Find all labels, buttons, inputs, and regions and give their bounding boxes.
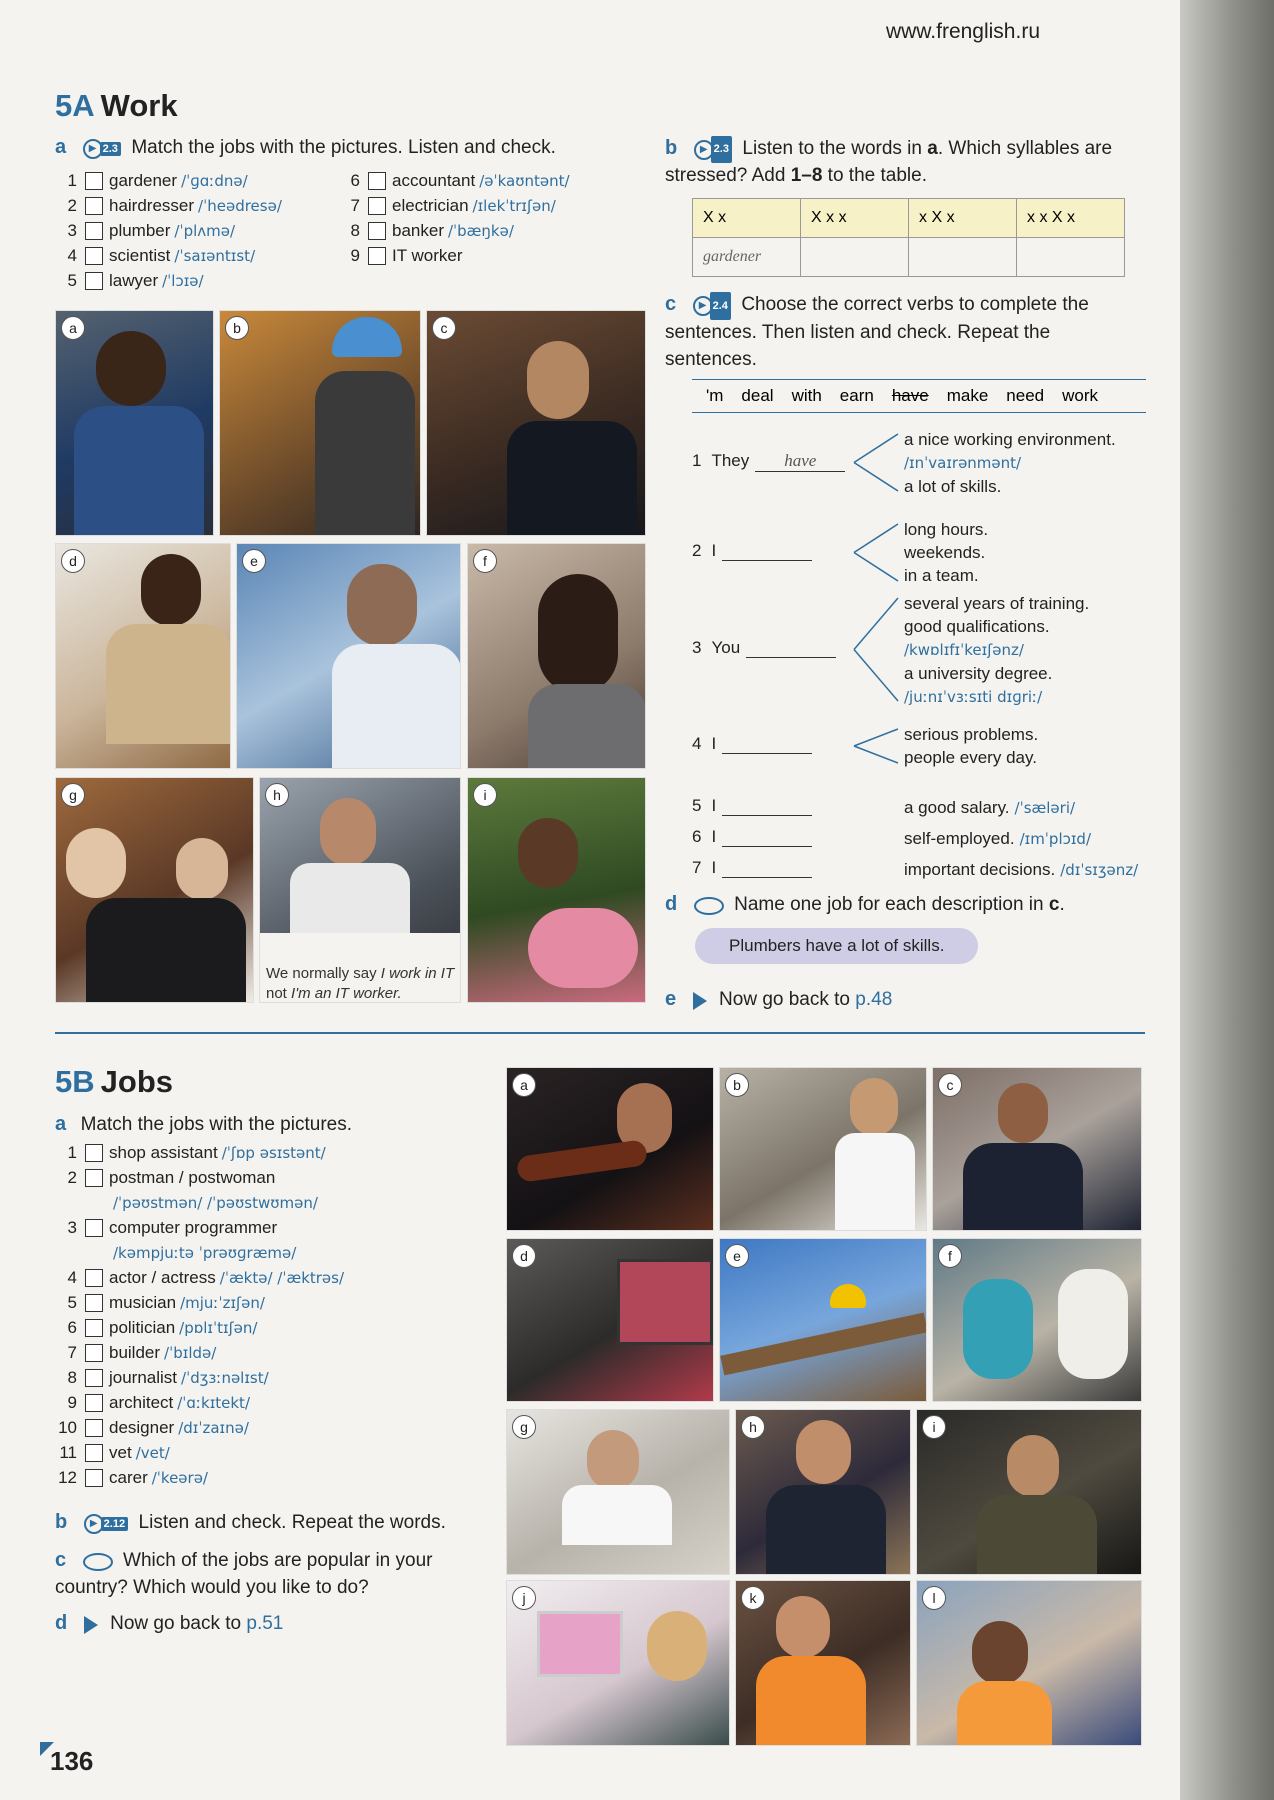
job-list-item xyxy=(55,1190,344,1215)
job-word: accountant xyxy=(392,170,476,190)
table-header: X x xyxy=(693,199,801,238)
job-list-item xyxy=(55,218,282,243)
job-word: lawyer xyxy=(109,270,159,290)
phonetic-transcription: /dɪˈzaɪnə/ xyxy=(178,1418,249,1437)
phonetic-transcription: /dɪˈsɪʒənz/ xyxy=(1060,861,1139,879)
photo-label: i xyxy=(922,1415,946,1439)
answer-blank[interactable] xyxy=(722,828,812,847)
instruction: Which of the jobs are popular in your country? Which would you like to do? xyxy=(55,1550,433,1598)
photo-lawyer xyxy=(426,310,646,536)
answer-checkbox[interactable] xyxy=(85,1319,103,1337)
sentence-number: 5 xyxy=(692,796,702,815)
exercise-letter: d xyxy=(55,1612,68,1634)
photo-label: b xyxy=(225,316,249,340)
job-list-item xyxy=(55,1440,344,1465)
photo-label: e xyxy=(725,1244,749,1268)
photo-label: h xyxy=(741,1415,765,1439)
play-icon: ▶ xyxy=(694,140,714,160)
table-cell[interactable] xyxy=(1017,238,1125,277)
answer-checkbox[interactable] xyxy=(85,1144,103,1162)
photo-label: f xyxy=(938,1244,962,1268)
sentence-stem xyxy=(692,827,812,847)
exercise-5a-e xyxy=(665,988,892,1011)
photo-musician xyxy=(506,1067,714,1231)
exercise-5a-a xyxy=(55,136,645,159)
job-word: hairdresser xyxy=(109,195,195,215)
photo-label: c xyxy=(938,1073,962,1097)
sentence-number: 3 xyxy=(692,637,702,657)
job-word: electrician xyxy=(392,195,469,215)
item-number: 2 xyxy=(67,195,77,215)
item-number: 8 xyxy=(350,220,360,240)
phonetic-transcription: /ˈæktə/ /ˈæktrəs/ xyxy=(219,1268,345,1287)
photo-builder xyxy=(719,1238,927,1402)
sentence-option: /juːnɪˈvɜːsɪti dɪɡriː/ xyxy=(904,688,1043,706)
sentence-options xyxy=(904,518,988,587)
sentence-number: 7 xyxy=(692,858,702,877)
stress-table xyxy=(692,198,1125,277)
branch-lines xyxy=(852,518,902,587)
answer-checkbox[interactable] xyxy=(85,1469,103,1487)
speech-bubble-icon xyxy=(694,897,724,915)
item-number: 9 xyxy=(350,245,360,265)
answer-blank[interactable] xyxy=(722,735,812,754)
track-number: 2.3 xyxy=(711,136,732,163)
exercise-letter: c xyxy=(55,1549,67,1571)
page-link[interactable]: p.48 xyxy=(855,989,893,1010)
item-number: 2 xyxy=(67,1167,77,1187)
sentence-option: people every day. xyxy=(904,748,1037,767)
photo-label: j xyxy=(512,1586,536,1610)
section-5a-heading xyxy=(55,88,178,124)
photo-gardener xyxy=(467,777,646,1003)
instruction: Choose the correct verbs to complete the sentences. Then listen and check. Repeat the sentences. xyxy=(665,294,1089,370)
section-number: 5A xyxy=(55,88,95,123)
sentence-option: /ɪnˈvaɪrənmənt/ xyxy=(904,454,1022,472)
exercise-letter: c xyxy=(665,293,677,315)
sentence-options xyxy=(904,428,1116,498)
exercise-5a-b xyxy=(665,136,1145,189)
answer-checkbox[interactable] xyxy=(85,1269,103,1287)
sentence-options xyxy=(904,723,1038,769)
branch-lines xyxy=(852,592,902,707)
phonetic-transcription: /ˈplʌmə/ xyxy=(174,221,236,240)
job-word: IT worker xyxy=(392,245,463,265)
answer-checkbox[interactable] xyxy=(85,1394,103,1412)
phonetic-transcription: /pɒlɪˈtɪʃən/ xyxy=(179,1318,258,1337)
table-header: x X x xyxy=(909,199,1017,238)
track-number: 2.4 xyxy=(710,292,731,320)
phonetic-transcription: /vet/ xyxy=(135,1443,170,1462)
answer-checkbox[interactable] xyxy=(85,247,103,265)
sentence-option: good qualifications. xyxy=(904,617,1050,636)
photo-vet xyxy=(735,1409,911,1575)
audio-track-badge[interactable] xyxy=(83,139,121,159)
phonetic-transcription: /ˈlɔɪə/ xyxy=(162,271,204,290)
sentence-subject: I xyxy=(711,858,717,877)
exercise-5b-b xyxy=(55,1511,446,1534)
item-number: 8 xyxy=(67,1367,77,1387)
exercise-5b-d xyxy=(55,1612,283,1635)
job-word: gardener xyxy=(109,170,178,190)
answer-blank[interactable] xyxy=(722,542,812,561)
sentence-number: 6 xyxy=(692,827,702,846)
sentence-option: a nice working environment. xyxy=(904,430,1116,449)
job-word: musician xyxy=(109,1292,177,1312)
photo-label: e xyxy=(242,549,266,573)
item-number: 4 xyxy=(67,245,77,265)
answer-checkbox[interactable] xyxy=(85,172,103,190)
answer-checkbox[interactable] xyxy=(85,1219,103,1237)
exercise-5b-c xyxy=(55,1547,495,1602)
sentence-subject: You xyxy=(711,637,741,657)
job-list-item xyxy=(338,218,570,243)
branch-lines xyxy=(852,428,902,497)
job-list-item xyxy=(55,1465,344,1490)
job-list-item xyxy=(338,243,570,268)
sentence-option: a good salary. /ˈsæləri/ xyxy=(904,798,1076,817)
sentence-options xyxy=(904,592,1089,709)
instruction: Match the jobs with the pictures. Listen and check. xyxy=(131,137,556,158)
job-list-item xyxy=(55,1140,344,1165)
sentence-option: several years of training. xyxy=(904,594,1090,613)
play-icon: ▶ xyxy=(693,296,713,316)
page-link[interactable]: p.51 xyxy=(246,1613,284,1634)
arrow-icon xyxy=(84,1616,98,1634)
item-number: 5 xyxy=(67,1292,77,1312)
job-word: designer xyxy=(109,1417,175,1437)
photo-label: k xyxy=(741,1586,765,1610)
photo-shop-assistant xyxy=(916,1580,1142,1746)
exercise-letter: b xyxy=(665,137,678,159)
table-cell[interactable] xyxy=(801,238,909,277)
sentence-option: long hours. xyxy=(904,520,989,539)
section-title: Work xyxy=(100,88,178,123)
sentence-list xyxy=(692,430,1162,879)
answer-checkbox[interactable] xyxy=(85,1444,103,1462)
job-list-item xyxy=(55,1315,344,1340)
phonetic-transcription: /ˈʃɒp əsɪstənt/ xyxy=(221,1143,326,1162)
sentence-stem xyxy=(692,638,836,658)
table-header: X x x xyxy=(801,199,909,238)
photo-designer xyxy=(506,1580,730,1746)
sentence-option: in a team. xyxy=(904,566,979,585)
job-list-item xyxy=(55,1340,344,1365)
photo-label: g xyxy=(512,1415,536,1439)
photo-label: g xyxy=(61,783,85,807)
photo-label: l xyxy=(922,1586,946,1610)
answer-checkbox[interactable] xyxy=(85,1344,103,1362)
sentence-option: /kwɒlɪfɪˈkeɪʃənz/ xyxy=(904,641,1024,659)
photo-architect xyxy=(506,1409,730,1575)
answer-checkbox[interactable] xyxy=(85,1419,103,1437)
sentence-option: self-employed. /ɪmˈplɔɪd/ xyxy=(904,829,1092,848)
item-number: 3 xyxy=(67,220,77,240)
table-cell[interactable]: gardener xyxy=(693,238,801,277)
photo-label: h xyxy=(265,783,289,807)
answer-checkbox[interactable] xyxy=(368,197,386,215)
sentence-option: important decisions. /dɪˈsɪʒənz/ xyxy=(904,860,1139,879)
verb-option: deal xyxy=(741,386,774,405)
photo-banker xyxy=(55,777,254,1003)
answer-blank[interactable] xyxy=(722,859,812,878)
verb-option: earn xyxy=(839,386,874,405)
example-speech-bubble: Plumbers have a lot of skills. xyxy=(695,928,978,964)
item-number: 7 xyxy=(350,195,360,215)
instruction: Now go back to xyxy=(110,1613,247,1634)
job-list-item xyxy=(55,1365,344,1390)
item-number: 4 xyxy=(67,1267,77,1287)
job-list-item xyxy=(55,168,282,193)
answer-checkbox[interactable] xyxy=(85,197,103,215)
photo-label: a xyxy=(512,1073,536,1097)
photo-label: b xyxy=(725,1073,749,1097)
photo-politician xyxy=(932,1067,1142,1231)
audio-track-badge[interactable] xyxy=(693,292,731,320)
exercise-5a-d xyxy=(665,893,1065,916)
phonetic-transcription: /ɪlekˈtrɪʃən/ xyxy=(472,196,556,215)
item-number: 1 xyxy=(67,170,77,190)
item-number: 1 xyxy=(67,1142,77,1162)
instruction: Listen and check. Repeat the words. xyxy=(138,1512,446,1533)
photo-label: f xyxy=(473,549,497,573)
phonetic-transcription: /ˈɑːkɪtekt/ xyxy=(177,1393,250,1412)
answer-blank[interactable] xyxy=(722,797,812,816)
sentence-options xyxy=(904,827,1091,851)
job-list-item xyxy=(55,193,282,218)
photo-label: d xyxy=(61,549,85,573)
phonetic-transcription: /ˈsaɪəntɪst/ xyxy=(174,246,256,265)
phonetic-transcription: /kəmpjuːtə ˈprəʊɡræmə/ xyxy=(113,1243,297,1262)
play-icon: ▶ xyxy=(84,1514,104,1534)
verb-option: need xyxy=(1006,386,1045,405)
job-word: journalist xyxy=(109,1367,178,1387)
photo-hairdresser xyxy=(467,543,646,769)
item-number: 10 xyxy=(58,1417,77,1437)
answer-checkbox[interactable] xyxy=(85,222,103,240)
item-number: 5 xyxy=(67,270,77,290)
answer-checkbox[interactable] xyxy=(368,172,386,190)
sentence-options xyxy=(904,796,1075,820)
photo-accountant xyxy=(55,543,231,769)
sentence-option: a lot of skills. xyxy=(904,477,1002,496)
job-word: plumber xyxy=(109,220,171,240)
play-icon: ▶ xyxy=(83,139,103,159)
photo-postman xyxy=(735,1580,911,1746)
job-list-item xyxy=(55,243,282,268)
job-word: builder xyxy=(109,1342,161,1362)
phonetic-transcription: /ˈsæləri/ xyxy=(1014,799,1076,817)
job-word: computer programmer xyxy=(109,1217,278,1237)
answer-checkbox[interactable] xyxy=(85,1169,103,1187)
job-list-item xyxy=(55,1240,344,1265)
item-number: 11 xyxy=(59,1442,77,1462)
job-word: actor / actress xyxy=(109,1267,216,1287)
photo-plumber xyxy=(55,310,214,536)
job-word: carer xyxy=(109,1467,148,1487)
job-word: shop assistant xyxy=(109,1142,218,1162)
phonetic-transcription: /ˈbɪldə/ xyxy=(164,1343,217,1362)
photo-carer xyxy=(719,1067,927,1231)
phonetic-transcription: /ˈdʒɜːnəlɪst/ xyxy=(181,1368,269,1387)
phonetic-transcription: /ˈheədresə/ xyxy=(198,196,282,215)
answer-checkbox[interactable] xyxy=(85,1369,103,1387)
photo-programmer xyxy=(506,1238,714,1402)
section-title: Jobs xyxy=(100,1064,173,1099)
arrow-icon xyxy=(693,992,707,1010)
phonetic-transcription: /mjuːˈzɪʃən/ xyxy=(180,1293,265,1312)
sentence-stem xyxy=(692,796,812,816)
item-number: 7 xyxy=(67,1342,77,1362)
sentence-number: 4 xyxy=(692,734,702,753)
photo-electrician xyxy=(219,310,421,536)
job-list-item xyxy=(338,193,570,218)
phonetic-transcription: /ˈbæŋkə/ xyxy=(447,221,514,240)
sentence-number: 2 xyxy=(692,540,702,560)
item-number: 3 xyxy=(67,1217,77,1237)
verb-word-box xyxy=(692,379,1146,413)
job-word: architect xyxy=(109,1392,174,1412)
sentence-subject: They xyxy=(711,450,750,470)
branch-lines xyxy=(852,723,902,769)
exercise-letter: e xyxy=(665,988,677,1010)
verb-option: work xyxy=(1062,386,1099,405)
photo-actor xyxy=(916,1409,1142,1575)
sentence-stem xyxy=(692,541,812,561)
phonetic-transcription: /ˈkeərə/ xyxy=(151,1468,208,1487)
exercise-5a-c xyxy=(665,291,1145,374)
instruction: Match the jobs with the pictures. xyxy=(80,1114,352,1135)
answer-blank[interactable] xyxy=(746,639,836,658)
sentence-subject: I xyxy=(711,540,717,560)
verb-option: make xyxy=(946,386,989,405)
photo-label: i xyxy=(473,783,497,807)
phonetic-transcription: /ˈpəʊstmən/ /ˈpəʊstwʊmən/ xyxy=(113,1193,318,1212)
item-number: 6 xyxy=(67,1317,77,1337)
job-word: banker xyxy=(392,220,444,240)
exercise-letter: b xyxy=(55,1511,68,1533)
instruction: Now go back to xyxy=(719,989,856,1010)
table-header: x x X x xyxy=(1017,199,1125,238)
job-word: vet xyxy=(109,1442,132,1462)
sentence-subject: I xyxy=(711,734,717,753)
section-number: 5B xyxy=(55,1064,95,1099)
phonetic-transcription: /əˈkaʊntənt/ xyxy=(479,171,570,190)
photo-journalist-interview xyxy=(932,1238,1142,1402)
sentence-option: a university degree. xyxy=(904,664,1053,683)
item-number: 6 xyxy=(350,170,360,190)
speech-bubble-icon xyxy=(83,1553,113,1571)
job-list-item xyxy=(55,1215,344,1240)
job-list-item xyxy=(55,1415,344,1440)
verb-option: with xyxy=(791,386,822,405)
job-word: postman / postwoman xyxy=(109,1167,276,1187)
job-word: scientist xyxy=(109,245,171,265)
job-list-5b xyxy=(55,1140,344,1490)
section-divider xyxy=(55,1032,1145,1034)
job-word: politician xyxy=(109,1317,176,1337)
job-list-left xyxy=(55,168,282,293)
track-number: 2.3 xyxy=(100,142,121,156)
sentence-options xyxy=(904,858,1138,882)
sentence-number: 1 xyxy=(692,450,702,470)
answer-checkbox[interactable] xyxy=(368,247,386,265)
sentence-subject: I xyxy=(711,796,717,815)
verb-option: have xyxy=(891,386,929,405)
exercise-letter: d xyxy=(665,893,678,915)
table-cell[interactable] xyxy=(909,238,1017,277)
page-number: 136 xyxy=(50,1746,94,1776)
track-number: 2.12 xyxy=(101,1517,128,1531)
item-number: 9 xyxy=(67,1392,77,1412)
job-list-item xyxy=(338,168,570,193)
phonetic-transcription: /ˈɡɑːdnə/ xyxy=(181,171,248,190)
job-list-item xyxy=(55,1390,344,1415)
exercise-5b-a xyxy=(55,1113,352,1136)
job-list-item xyxy=(55,1290,344,1315)
phonetic-transcription: /ɪmˈplɔɪd/ xyxy=(1019,830,1092,848)
photo-caption: We normally say I work in IT not I'm an IT worker. xyxy=(266,965,455,1002)
exercise-letter: a xyxy=(55,1113,67,1135)
verb-option: 'm xyxy=(706,386,724,405)
photo-it-worker xyxy=(259,777,461,1003)
photo-label: a xyxy=(61,316,85,340)
sentence-option: weekends. xyxy=(904,543,986,562)
photo-scientist xyxy=(236,543,461,769)
job-list-item xyxy=(55,1265,344,1290)
answer-checkbox[interactable] xyxy=(368,222,386,240)
job-list-right xyxy=(338,168,570,268)
audio-track-badge[interactable] xyxy=(84,1514,128,1534)
job-list-item xyxy=(55,268,282,293)
answer-checkbox[interactable] xyxy=(85,1294,103,1312)
instruction: Listen to the words in a. Which syllables are stressed? Add 1–8 to the table. xyxy=(665,138,1113,187)
answer-blank[interactable]: have xyxy=(755,451,845,472)
sentence-subject: I xyxy=(711,827,717,846)
photo-label: c xyxy=(432,316,456,340)
sentence-option: serious problems. xyxy=(904,725,1039,744)
photo-label: d xyxy=(512,1244,536,1268)
exercise-letter: a xyxy=(55,136,67,158)
instruction: Name one job for each description in c. xyxy=(734,894,1065,915)
sentence-stem xyxy=(692,734,812,754)
page-gutter-shadow xyxy=(1180,0,1274,1800)
audio-track-badge[interactable] xyxy=(694,136,732,163)
section-5b-heading xyxy=(55,1064,173,1100)
item-number: 12 xyxy=(58,1467,77,1487)
site-url[interactable]: www.frenglish.ru xyxy=(885,20,1040,43)
job-list-item xyxy=(55,1165,344,1190)
sentence-stem xyxy=(692,858,812,878)
sentence-stem xyxy=(692,451,845,472)
answer-checkbox[interactable] xyxy=(85,272,103,290)
